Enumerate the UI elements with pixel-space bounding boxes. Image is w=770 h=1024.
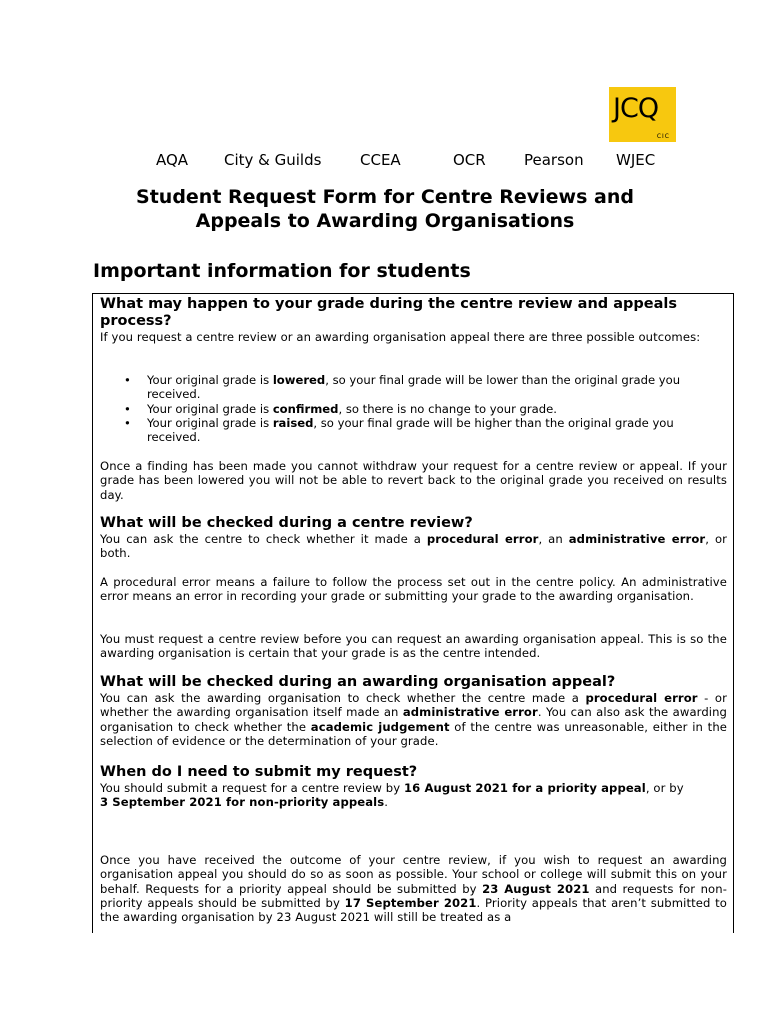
org-ocr: OCR bbox=[453, 151, 486, 169]
centre-review-paragraph-3: You must request a centre review before you can request an awarding organisation appeal. This is so the awarding organisation is certain that your grade is as the centre intended. bbox=[100, 632, 727, 661]
outcome-lowered: • Your original grade is lowered, so your final grade will be lower than the original grade you received. bbox=[124, 373, 681, 402]
outcome-list bbox=[100, 373, 727, 444]
section-heading: Important information for students bbox=[93, 260, 471, 282]
submission-deadlines: You should submit a request for a centre review by 16 August 2021 for a priority appeal, or by 3 September 2021 for non-priority appeals. bbox=[100, 781, 684, 810]
org-ccea: CCEA bbox=[360, 151, 401, 169]
org-pearson: Pearson bbox=[524, 151, 584, 169]
appeal-submission-paragraph: Once you have received the outcome of your centre review, if you wish to request an awarding organisation appeal you should do so as soon as possible. Your school or college will submit this on your behalf. Requests for a priority appeal should be submitted by 23 August 2021 and requests for non-priority appeals should be submitted by 17 September 2021. Priority appeals that aren’t submitted to the awarding organisation by 23 August 2021 will still be treated as a bbox=[100, 853, 727, 925]
grade-outcomes-heading: What may happen to your grade during the centre review and appeals process? bbox=[100, 296, 677, 329]
awarding-organisations bbox=[0, 151, 770, 171]
page-title bbox=[60, 185, 710, 233]
appeal-paragraph: You can ask the awarding organisation to check whether the centre made a procedural error - or whether the awarding organisation itself made an administrative error. You can also ask the awarding organisation to check whether the academic judgement of the centre was unreasonable, either in the selection of evidence or the determination of your grade. bbox=[100, 691, 728, 748]
appeal-heading: What will be checked during an awarding organisation appeal? bbox=[100, 674, 616, 690]
grade-outcomes-intro: If you request a centre review or an awarding organisation appeal there are three possible outcomes: bbox=[100, 330, 701, 344]
title-line-2: Appeals to Awarding Organisations bbox=[195, 210, 575, 232]
title-line-1: Student Request Form for Centre Reviews and bbox=[136, 186, 634, 208]
logo-sub: CIC bbox=[656, 133, 670, 140]
logo-mark: JCQ bbox=[613, 93, 659, 124]
outcome-raised: • Your original grade is raised, so your final grade will be higher than the original grade you received. bbox=[124, 415, 674, 445]
submission-heading: When do I need to submit my request? bbox=[100, 764, 418, 780]
centre-review-heading: What will be checked during a centre review? bbox=[100, 515, 473, 531]
information-box bbox=[92, 293, 734, 933]
withdrawal-notice: Once a finding has been made you cannot withdraw your request for a centre review or appeal. If your grade has been lowered you will not be able to revert back to the original grade you received on results day. bbox=[100, 459, 727, 502]
jcq-logo bbox=[609, 87, 676, 142]
outcome-confirmed: • Your original grade is confirmed, so there is no change to your grade. bbox=[124, 401, 557, 416]
centre-review-paragraph-1: You can ask the centre to check whether it made a procedural error, an administrative error, or both. bbox=[100, 532, 728, 561]
centre-review-paragraph-2: A procedural error means a failure to follow the process set out in the centre policy. An administrative error means an error in recording your grade or submitting your grade to the awarding organisation. bbox=[100, 575, 727, 604]
org-wjec: WJEC bbox=[616, 151, 656, 169]
org-city-guilds: City & Guilds bbox=[224, 151, 322, 169]
org-aqa: AQA bbox=[156, 151, 189, 169]
